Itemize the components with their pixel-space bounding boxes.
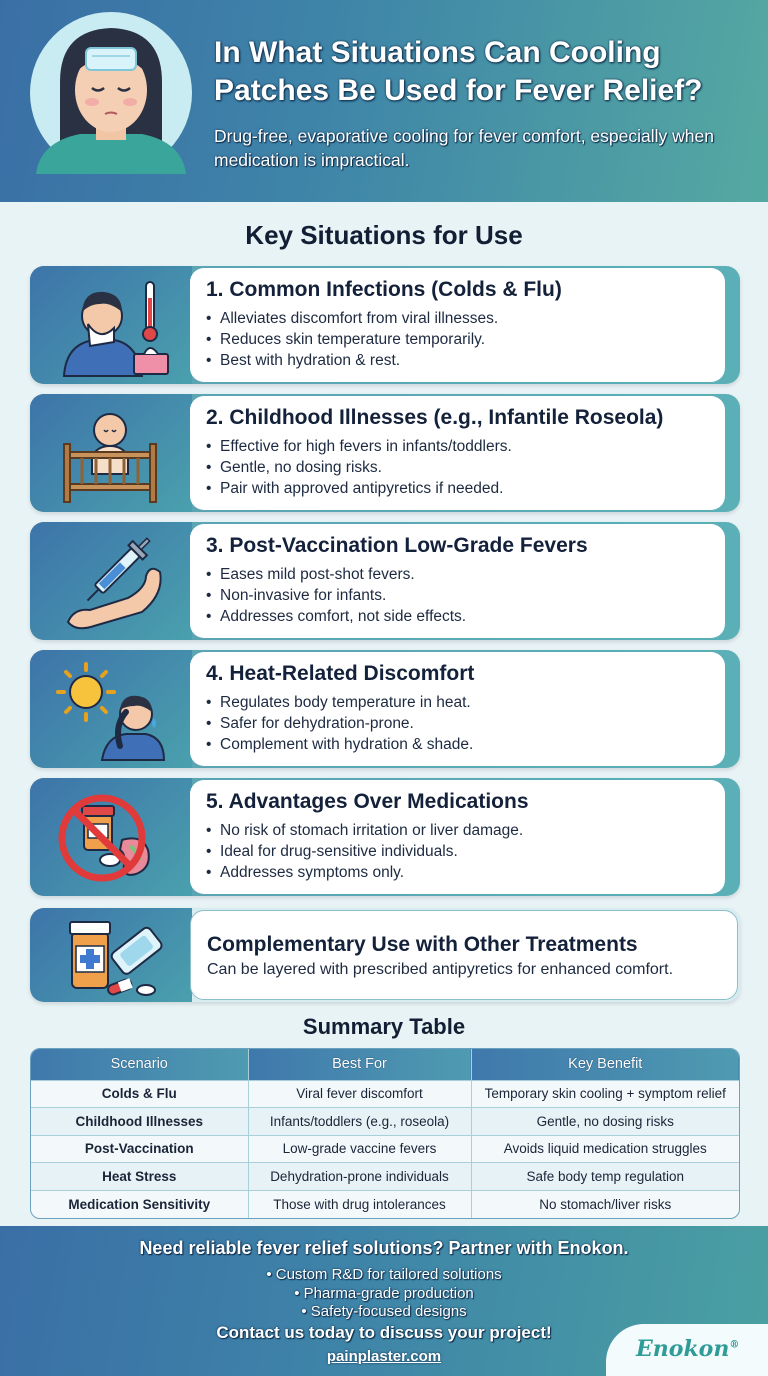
- card-content: [190, 396, 725, 510]
- table-cell: Temporary skin cooling + symptom relief: [471, 1080, 739, 1108]
- card-icon-box: [30, 778, 192, 896]
- table-cell: Low-grade vaccine fevers: [248, 1135, 471, 1163]
- situation-card-heat-discomfort: [30, 650, 740, 768]
- card-icon-box: [30, 394, 192, 512]
- table-header: Best For: [248, 1049, 471, 1080]
- summary-table-title: Summary Table: [302, 1014, 466, 1039]
- header-banner: [0, 0, 768, 202]
- sun-heat-person-icon: [50, 656, 170, 762]
- card-bullet: • Best with hydration & rest.: [206, 350, 725, 371]
- footer-bullet: • Custom R&D for tailored solutions: [0, 1266, 768, 1285]
- card-content: [190, 652, 725, 766]
- card-content: [190, 268, 725, 382]
- card-title: 1. Common Infections (Colds & Flu): [206, 278, 562, 301]
- card-title: Complementary Use with Other Treatments: [207, 933, 638, 956]
- footer-bullet: • Pharma-grade production: [0, 1285, 768, 1304]
- table-cell: Infants/toddlers (e.g., roseola): [248, 1108, 471, 1136]
- card-bullet: • Addresses comfort, not side effects.: [206, 606, 725, 627]
- table-row: [31, 1108, 739, 1136]
- card-bullet: • Complement with hydration & shade.: [206, 734, 725, 755]
- table-cell: Safe body temp regulation: [471, 1163, 739, 1191]
- table-cell: Gentle, no dosing risks: [471, 1108, 739, 1136]
- footer-list: [0, 1266, 768, 1322]
- card-bullet: • Regulates body temperature in heat.: [206, 692, 725, 713]
- table-cell: Colds & Flu: [31, 1080, 248, 1108]
- table-cell: Post-Vaccination: [31, 1135, 248, 1163]
- card-bullet: • Reduces skin temperature temporarily.: [206, 329, 725, 350]
- summary-table: [30, 1048, 740, 1219]
- card-bullet: • Eases mild post-shot fevers.: [206, 564, 725, 585]
- card-title: 3. Post-Vaccination Low-Grade Fevers: [206, 534, 588, 557]
- table-cell: Viral fever discomfort: [248, 1080, 471, 1108]
- table-cell: Those with drug intolerances: [248, 1190, 471, 1218]
- card-content: [190, 780, 725, 894]
- card-icon-box: [30, 522, 192, 640]
- registered-mark: ®: [729, 1339, 740, 1351]
- situation-card-advantages: [30, 778, 740, 896]
- syringe-arm-icon: [50, 528, 170, 634]
- key-situations-title: Key Situations for Use: [245, 220, 523, 250]
- table-row: [31, 1163, 739, 1191]
- brand-logo: [606, 1324, 768, 1376]
- footer-contact: Contact us today to discuss your project!: [216, 1323, 552, 1342]
- situation-card-post-vaccination: [30, 522, 740, 640]
- table-cell: Childhood Illnesses: [31, 1108, 248, 1136]
- card-bullet: • Safer for dehydration-prone.: [206, 713, 725, 734]
- card-bullet: • Pair with approved antipyretics if needed.: [206, 478, 725, 499]
- website-link[interactable]: painplaster.com: [326, 1348, 442, 1365]
- card-text: Can be layered with prescribed antipyretics for enhanced comfort.: [207, 961, 674, 978]
- sick-person-tissue-thermometer-icon: [50, 272, 170, 378]
- card-bullet: • Non-invasive for infants.: [206, 585, 725, 606]
- card-bullet: • Addresses symptoms only.: [206, 862, 725, 883]
- avatar-circle: [30, 12, 192, 174]
- card-bullet: • Effective for high fevers in infants/toddlers.: [206, 436, 725, 457]
- card-bullet: • Ideal for drug-sensitive individuals.: [206, 841, 725, 862]
- footer-cta: Need reliable fever relief solutions? Partner with Enokon.: [139, 1238, 629, 1258]
- table-cell: No stomach/liver risks: [471, 1190, 739, 1218]
- table-header: Scenario: [31, 1049, 248, 1080]
- card-content: [190, 910, 738, 1000]
- card-bullet: • Alleviates discomfort from viral illnesses.: [206, 308, 725, 329]
- feverish-person-with-cooling-patch-icon: [30, 12, 192, 174]
- card-content: [190, 524, 725, 638]
- situation-card-childhood-illnesses: [30, 394, 740, 512]
- card-bullet: • No risk of stomach irritation or liver damage.: [206, 820, 725, 841]
- logo-text: Enokon®: [636, 1336, 740, 1362]
- card-icon-box: [30, 266, 192, 384]
- page-subtitle: Drug-free, evaporative cooling for fever comfort, especially when medication is impractical.: [214, 126, 714, 170]
- card-icon-box: [30, 908, 192, 1002]
- card-title: 5. Advantages Over Medications: [206, 790, 529, 813]
- table-cell: Avoids liquid medication struggles: [471, 1135, 739, 1163]
- footer-bullet: • Safety-focused designs: [0, 1303, 768, 1322]
- baby-crib-icon: [50, 400, 170, 506]
- page-title: In What Situations Can Cooling Patches Be Used for Fever Relief?: [214, 36, 703, 107]
- complementary-use-card: [30, 908, 740, 1002]
- card-bullet: • Gentle, no dosing risks.: [206, 457, 725, 478]
- card-title: 4. Heat-Related Discomfort: [206, 662, 475, 685]
- table-row: [31, 1080, 739, 1108]
- table-row: [31, 1135, 739, 1163]
- card-icon-box: [30, 650, 192, 768]
- card-title: 2. Childhood Illnesses (e.g., Infantile Roseola): [206, 406, 664, 429]
- table-cell: Medication Sensitivity: [31, 1190, 248, 1218]
- medicine-bottle-patch-icon: [50, 910, 170, 1000]
- table-header: Key Benefit: [471, 1049, 739, 1080]
- no-medication-stomach-icon: [50, 784, 170, 890]
- table-row: [31, 1190, 739, 1218]
- table-cell: Dehydration-prone individuals: [248, 1163, 471, 1191]
- situation-card-colds-flu: [30, 266, 740, 384]
- table-cell: Heat Stress: [31, 1163, 248, 1191]
